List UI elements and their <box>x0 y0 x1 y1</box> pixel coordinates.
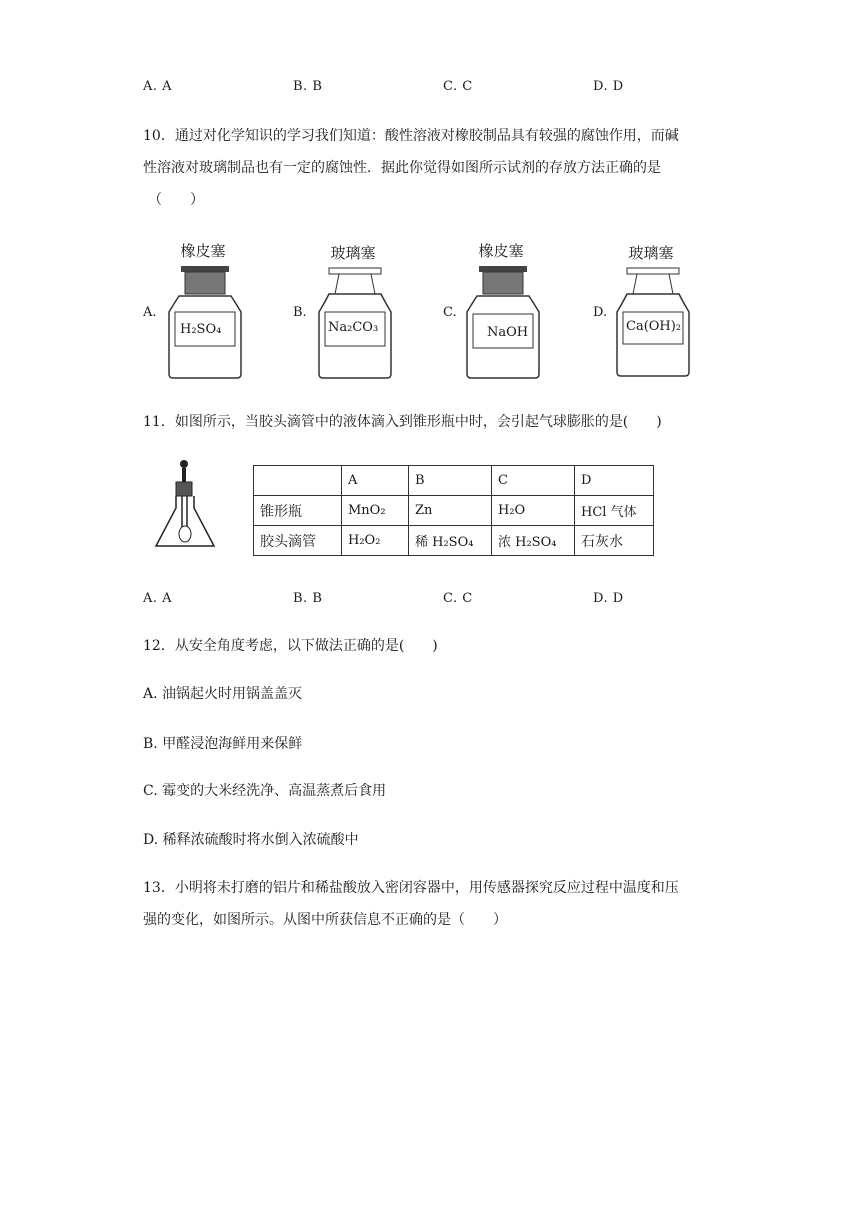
bottle-a-stopper-label: 橡皮塞 <box>180 242 226 260</box>
q12-option-a: A. 油锅起火时用锅盖盖灭 <box>143 686 303 702</box>
q10-line1: 10．通过对化学知识的学习我们知道：酸性溶液对橡胶制品具有较强的腐蚀作用，而碱 <box>143 128 679 144</box>
option-b: B. B <box>293 79 323 94</box>
table-cell: B <box>409 466 492 496</box>
table-cell: D <box>575 466 654 496</box>
q12-option-c: C. 霉变的大米经洗净、高温蒸煮后食用 <box>143 783 387 799</box>
q11-reagent-table <box>253 465 654 556</box>
option-d: D. D <box>593 79 624 94</box>
q12-option-b: B. 甲醛浸泡海鲜用来保鲜 <box>143 736 303 752</box>
bottle-b-letter: B. <box>293 305 307 320</box>
table-cell: 稀 H₂SO₄ <box>409 526 492 556</box>
q11-stem: 11．如图所示，当胶头滴管中的液体滴入到锥形瓶中时，会引起气球膨胀的是( ) <box>143 414 662 430</box>
q10-line2: 性溶液对玻璃制品也有一定的腐蚀性．据此你觉得如图所示试剂的存放方法正确的是 <box>143 160 661 176</box>
rubber-stopper-bottle-c-icon <box>463 262 543 382</box>
bottle-b-label: Na₂CO₃ <box>328 320 379 335</box>
table-cell: A <box>342 466 409 496</box>
table-cell: C <box>492 466 575 496</box>
q12-stem: 12．从安全角度考虑，以下做法正确的是( ) <box>143 638 438 654</box>
table-cell: 浓 H₂SO₄ <box>492 526 575 556</box>
option-a: A. A <box>143 79 173 94</box>
table-cell <box>254 466 342 496</box>
q12-option-d: D. 稀释浓硫酸时将水倒入浓硫酸中 <box>143 832 359 848</box>
option-d: D. D <box>593 591 624 606</box>
table-cell: Zn <box>409 496 492 526</box>
option-a: A. A <box>143 591 173 606</box>
conical-flask-dropper-icon <box>152 458 224 554</box>
bottle-c-letter: C. <box>443 305 457 320</box>
table-cell: MnO₂ <box>342 496 409 526</box>
table-row <box>254 526 654 556</box>
bottle-d-label: Ca(OH)₂ <box>626 319 682 334</box>
bottle-d-stopper-label: 玻璃塞 <box>628 244 674 262</box>
table-cell: HCl 气体 <box>575 496 654 526</box>
bottle-a-label: H₂SO₄ <box>180 322 222 337</box>
option-b: B. B <box>293 591 323 606</box>
q13-line1: 13．小明将未打磨的铝片和稀盐酸放入密闭容器中，用传感器探究反应过程中温度和压 <box>143 880 679 896</box>
bottle-c-label: NaOH <box>487 325 529 340</box>
bottle-d-letter: D. <box>593 305 608 320</box>
table-row <box>254 496 654 526</box>
q10-line3: （ ） <box>148 192 204 208</box>
table-row <box>254 466 654 496</box>
option-c: C. C <box>443 79 473 94</box>
table-cell: H₂O <box>492 496 575 526</box>
bottle-b-stopper-label: 玻璃塞 <box>330 244 376 262</box>
table-cell: 胶头滴管 <box>254 526 342 556</box>
table-cell: 石灰水 <box>575 526 654 556</box>
bottle-c-stopper-label: 橡皮塞 <box>478 242 524 260</box>
option-c: C. C <box>443 591 473 606</box>
bottle-a-letter: A. <box>143 305 157 320</box>
q13-line2: 强的变化，如图所示。从图中所获信息不正确的是（ ） <box>143 912 507 928</box>
table-cell: H₂O₂ <box>342 526 409 556</box>
table-cell: 锥形瓶 <box>254 496 342 526</box>
